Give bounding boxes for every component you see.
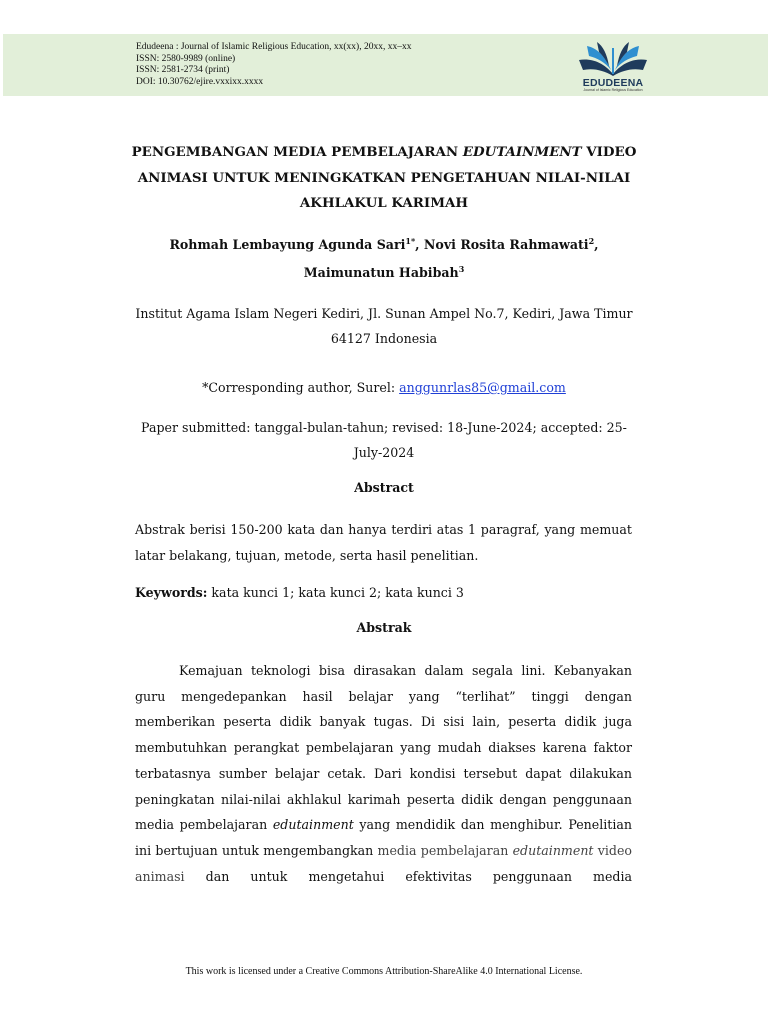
edudeena-logo xyxy=(573,40,653,92)
title-line-3: AKHLAKUL KARIMAH xyxy=(299,195,469,211)
author-1: Rohmah Lembayung Agunda Sari xyxy=(169,237,406,253)
logo-wordmark: EDUDEENA xyxy=(582,77,644,89)
author-3-affil: 3 xyxy=(458,264,465,275)
keywords-label: Keywords: xyxy=(135,585,208,600)
paper-title xyxy=(130,140,638,217)
affiliation: Institut Agama Islam Negeri Kediri, Jl. Sunan Ampel No.7, Kediri, Jawa Timur 64127 Indonesia xyxy=(135,306,633,346)
keywords-value: kata kunci 1; kata kunci 2; kata kunci 3 xyxy=(207,585,464,600)
title-line-2: ANIMASI UNTUK MENINGKATKAN PENGETAHUAN NILAI-NILAI xyxy=(137,169,631,186)
author-2-affil: 2 xyxy=(588,236,595,246)
submission-dates: Paper submitted: tanggal-bulan-tahun; revised: 18-June-2024; accepted: 25- July-2024 xyxy=(141,420,627,460)
abstrak-heading: Abstrak xyxy=(356,620,412,635)
abstract-body: Abstrak berisi 150-200 kata dan hanya terdiri atas 1 paragraf, yang memuat latar belakang, tujuan, metode, serta hasil penelitian. xyxy=(135,522,632,563)
author-3: Maimunatun Habibah xyxy=(303,265,459,281)
open-book-icon xyxy=(573,40,653,78)
doi: DOI: 10.30762/ejire.vxxixx.xxxx xyxy=(136,76,264,87)
logo-subtitle: Journal of Islamic Religious Education xyxy=(583,88,643,92)
author-list: Rohmah Lembayung Agunda Sari$^{1*}$, Novi Rosita Rahmawati$^2$, Maimunatun Habibah$^3$ xyxy=(169,236,599,281)
title-italic: EDUTAINMENT xyxy=(462,144,582,160)
email-link[interactable]: anggunrlas85@gmail.com xyxy=(399,380,566,395)
author-1-affil: 1* xyxy=(405,236,416,246)
keywords xyxy=(135,580,632,606)
title-line-1: PENGEMBANGAN MEDIA PEMBELAJARAN EDUTAINMENT VIDEO xyxy=(131,144,637,160)
author-2: Novi Rosita Rahmawati xyxy=(423,237,589,253)
abstrak-body: Kemajuan teknologi bisa dirasakan dalam segala lini. Kebanyakan guru mengedepankan hasil belajar yang “terlihat” tinggi dengan memberikan peserta didik banyak tugas. Di sisi lain, peserta didik juga membutuhkan perangkat pembelajaran yang mudah diakses karena faktor terbatasnya sumber belajar cetak. Dari kondisi tersebut dapat dilakukan peningkatan nilai-nilai akhlakul karimah peserta didik dengan penggunaan media pembelajaran edutainment yang mendidik dan menghibur. Penelitian ini bertujuan untuk mengembangkan media pembelajaran edutainment video animasi dan untuk mengetahui efektivitas penggunaan media xyxy=(135,663,633,884)
journal-header xyxy=(3,34,768,96)
license-footer: This work is licensed under a Creative Commons Attribution-ShareAlike 4.0 International License. xyxy=(185,966,583,977)
journal-line: Edudeena : Journal of Islamic Religious Education, xx(xx), 20xx, xx–xx xyxy=(136,42,412,52)
abstract-heading: Abstract xyxy=(354,480,414,495)
corresponding-author: *Corresponding author, Surel: anggunrlas85@gmail.com xyxy=(202,380,566,395)
issn-print: ISSN: 2581-2734 (print) xyxy=(136,65,230,75)
journal-info xyxy=(136,42,411,88)
issn-online: ISSN: 2580-9989 (online) xyxy=(136,53,236,64)
